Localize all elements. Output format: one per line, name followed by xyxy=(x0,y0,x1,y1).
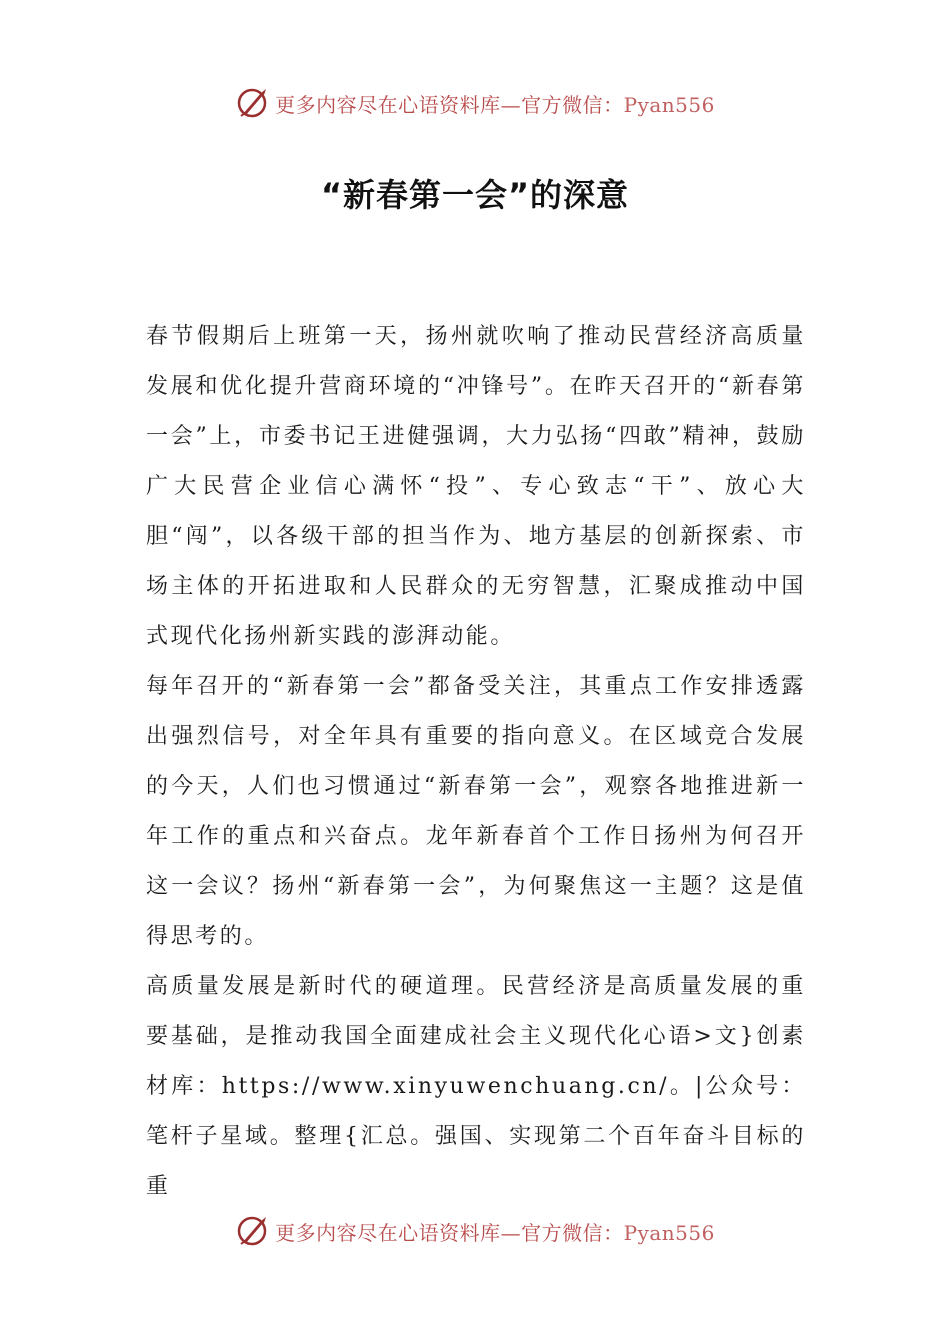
quill-pen-logo-icon xyxy=(235,1214,269,1248)
footer-wechat-id: Pyan556 xyxy=(623,1220,715,1245)
paragraph-2: 每年召开的“新春第一会”都备受关注，其重点工作安排透露出强烈信号，对全年具有重要的指向意义。在区域竞合发展的今天，人们也习惯通过“新春第一会”，观察各地推进新一年工作的重点和兴奋点。龙年新春首个工作日扬州为何召开这一会议？扬州“新春第一会”，为何聚焦这一主题？这是值得思考的。 xyxy=(146,674,806,949)
footer-banner-text: 更多内容尽在心语资料库—官方微信：Pyan556 xyxy=(275,1220,715,1245)
header-wechat-id: Pyan556 xyxy=(623,92,715,117)
quill-pen-logo-icon xyxy=(235,86,269,120)
paragraph-1: 春节假期后上班第一天，扬州就吹响了推动民营经济高质量发展和优化提升营商环境的“冲锋号”。在昨天召开的“新春第一会”上，市委书记王进健强调，大力弘扬“四敢”精神，鼓励广大民营企业信心满怀“投”、专心致志“干”、放心大胆“闯”，以各级干部的担当作为、地方基层的创新探索、市场主体的开拓进取和人民群众的无穷智慧，汇聚成推动中国式现代化扬州新实践的澎湃动能。 xyxy=(146,324,806,649)
article-body xyxy=(146,312,806,1212)
footer-banner xyxy=(0,1211,950,1251)
header-banner xyxy=(0,83,950,123)
header-banner-text: 更多内容尽在心语资料库—官方微信：Pyan556 xyxy=(275,92,715,117)
page-title: “新春第一会”的深意 xyxy=(320,176,630,214)
paragraph-3: 高质量发展是新时代的硬道理。民营经济是高质量发展的重要基础，是推动我国全面建成社会主义现代化心语>文}创素材库：https://www.xinyuwenchuang.cn/。|公众号：笔杆子星域。整理{汇总。强国、实现第二个百年奋斗目标的重 xyxy=(146,974,806,1199)
